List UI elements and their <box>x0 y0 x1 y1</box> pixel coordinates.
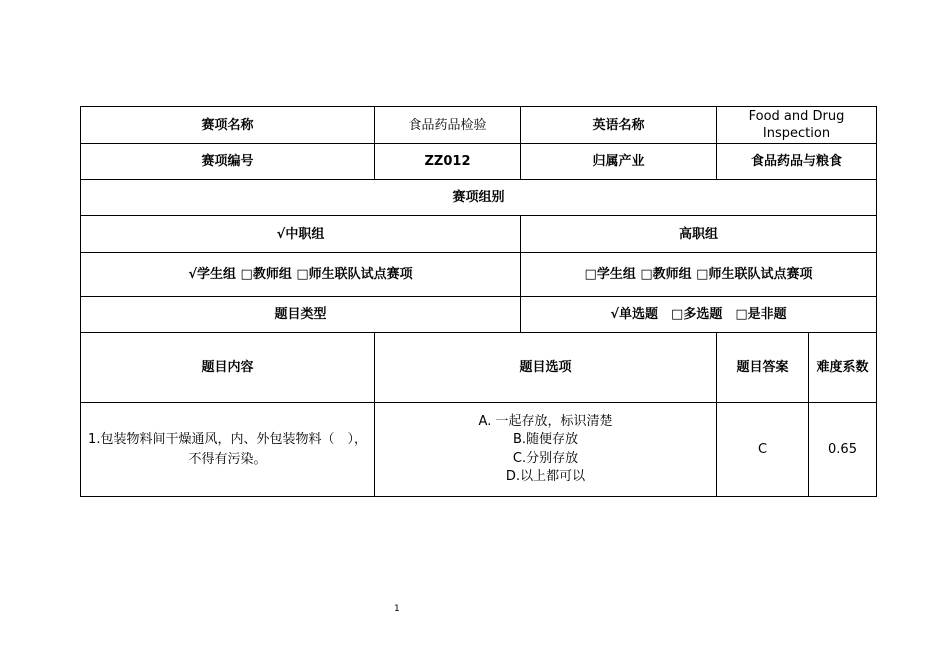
question-type-label: 题目类型 <box>81 297 521 333</box>
option-a: A. 一起存放，标识清楚 <box>478 413 613 429</box>
group-options-row <box>81 253 877 297</box>
secondary-group-options: √学生组 □教师组 □师生联队试点赛项 <box>81 253 521 297</box>
higher-group-label: 高职组 <box>521 216 877 253</box>
group-title: 赛项组别 <box>81 180 877 216</box>
column-header-difficulty: 难度系数 <box>809 333 877 403</box>
group-title-row <box>81 180 877 216</box>
option-b: B.随便存放 <box>512 432 579 447</box>
option-d: D.以上都可以 <box>505 469 586 484</box>
industry-value: 食品药品与粮食 <box>717 144 877 180</box>
english-name-line2: Inspection <box>762 126 831 141</box>
event-name-row <box>81 107 877 144</box>
question-table <box>80 106 877 497</box>
question-type-row <box>81 297 877 333</box>
event-code-row <box>81 144 877 180</box>
question-type-options: √单选题 □多选题 □是非题 <box>521 297 877 333</box>
event-code-label: 赛项编号 <box>81 144 375 180</box>
english-name-label: 英语名称 <box>521 107 717 144</box>
question-answer: C <box>717 403 809 497</box>
group-level-row <box>81 216 877 253</box>
event-name-label: 赛项名称 <box>81 107 375 144</box>
page-number: 1 <box>394 604 400 614</box>
column-header-answer: 题目答案 <box>717 333 809 403</box>
secondary-group-label: √中职组 <box>81 216 521 253</box>
column-header-content: 题目内容 <box>81 333 375 403</box>
column-header-row <box>81 333 877 403</box>
event-name-value: 食品药品检验 <box>375 107 521 144</box>
higher-group-options: □学生组 □教师组 □师生联队试点赛项 <box>521 253 877 297</box>
option-c: C.分别存放 <box>512 450 579 466</box>
english-name-value <box>717 107 877 144</box>
question-options <box>375 403 717 497</box>
event-code-value: ZZ012 <box>375 144 521 180</box>
column-header-options: 题目选项 <box>375 333 717 403</box>
question-row <box>81 403 877 497</box>
industry-label: 归属产业 <box>521 144 717 180</box>
question-difficulty: 0.65 <box>809 403 877 497</box>
english-name-line1: Food and Drug <box>748 109 845 124</box>
question-content: 1.包装物料间干燥通风，内、外包装物料（ ），不得有污染。 <box>81 403 375 497</box>
